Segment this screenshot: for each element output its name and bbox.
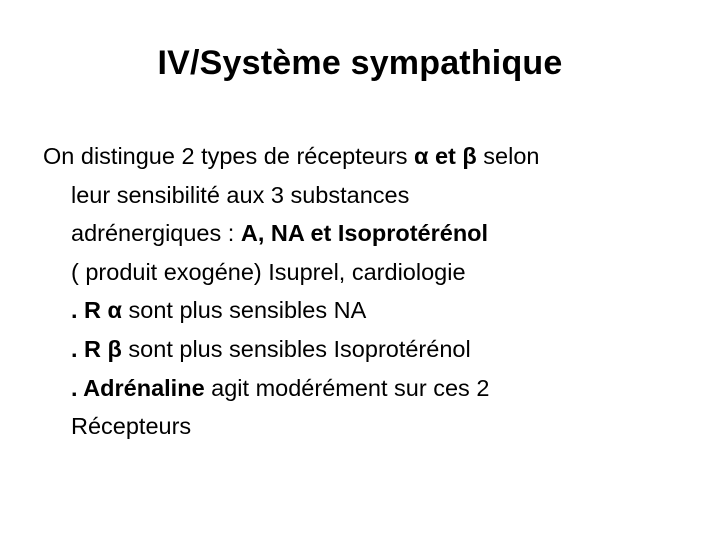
body-line [43,137,693,176]
text-run-bold: A, NA et Isoprotérénol [240,220,489,247]
body-line [43,330,693,369]
text-run: selon [476,143,540,169]
body-line [43,214,693,253]
text-run: ( produit exogéne) Isuprel, cardiologie [71,258,466,285]
body-line [43,176,693,215]
text-run-bold: . Adrénaline [71,374,205,401]
text-run: agit modérément sur ces 2 [204,374,490,401]
text-run-bold: α et β [414,143,477,169]
text-run: sont plus sensibles NA [122,297,367,324]
text-run: Récepteurs [71,413,192,440]
body-line [43,407,693,446]
body-line [43,253,693,292]
text-run: sont plus sensibles Isoprotérénol [121,335,471,362]
text-run: leur sensibilité aux 3 substances [71,181,410,208]
body-line [43,369,693,408]
text-run-bold: . R β [71,335,122,362]
slide-body [43,137,693,446]
text-run: adrénergiques : [71,220,241,247]
text-run-bold: . R α [71,297,123,324]
text-run: On distingue 2 types de récepteurs [43,143,414,169]
body-line [43,291,693,330]
slide-title: IV/Système sympathique [157,44,563,82]
